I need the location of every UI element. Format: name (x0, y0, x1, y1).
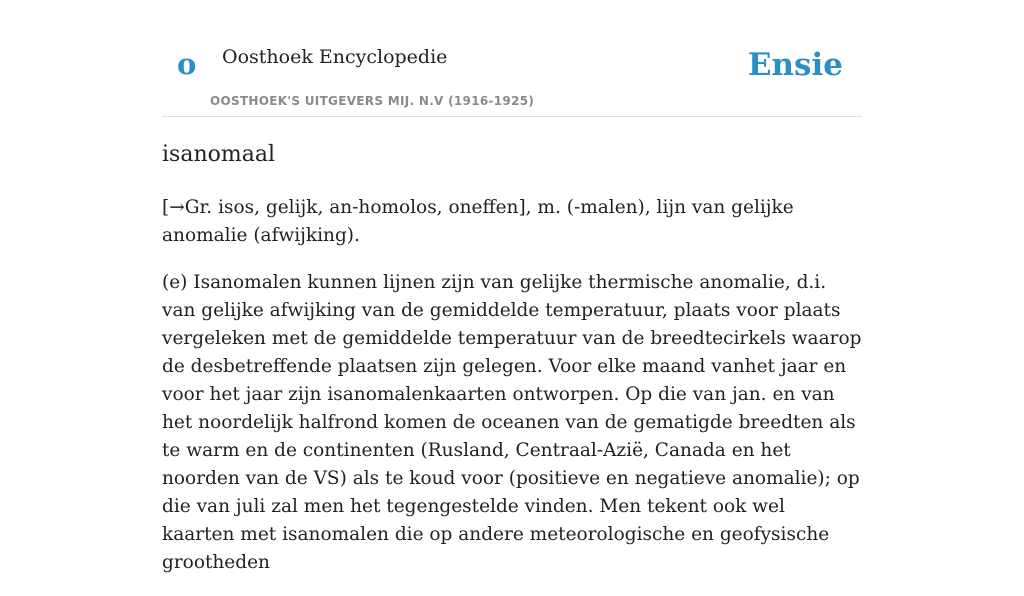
ensie-brand-link[interactable]: Ensie (747, 47, 843, 83)
publisher-subtitle: OOSTHOEK'S UITGEVERS MIJ. N.V (1916-1925) (210, 94, 535, 108)
entry-body: (e) Isanomalen kunnen lijnen zijn van gelijke thermische anomalie, d.i. van gelijke afwijking van de gemiddelde temperatuur, plaats voor plaats vergeleken met de gemiddelde temperatuur van de breedtecirkels waarop de desbetreffende plaatsen zijn gelegen. Voor elke maand vanhet jaar en voor het jaar zijn isanomalenkaarten ontworpen. Op die van jan. en van het noordelijk halfrond komen de oceanen van de gematigde breedten als te warm en de continenten (Rusland, Centraal-Azië, Canada en het noorden van de VS) als te koud voor (positieve en negatieve anomalie); op die van juli zal men het tegengestelde vinden. Men tekent ook wel kaarten met isanomalen die op andere meteorologische en geofysische grootheden (162, 272, 862, 573)
entry-title: isanomaal (162, 142, 275, 167)
site-header (162, 0, 862, 117)
entry-article (162, 140, 862, 596)
logo-link[interactable]: o (177, 47, 197, 81)
entry-definition: [→Gr. isos, gelijk, an-homolos, oneffen], m. (-malen), lijn van gelijke anomalie (afwijking). (162, 197, 794, 246)
site-title-link[interactable]: Oosthoek Encyclopedie (222, 46, 448, 68)
